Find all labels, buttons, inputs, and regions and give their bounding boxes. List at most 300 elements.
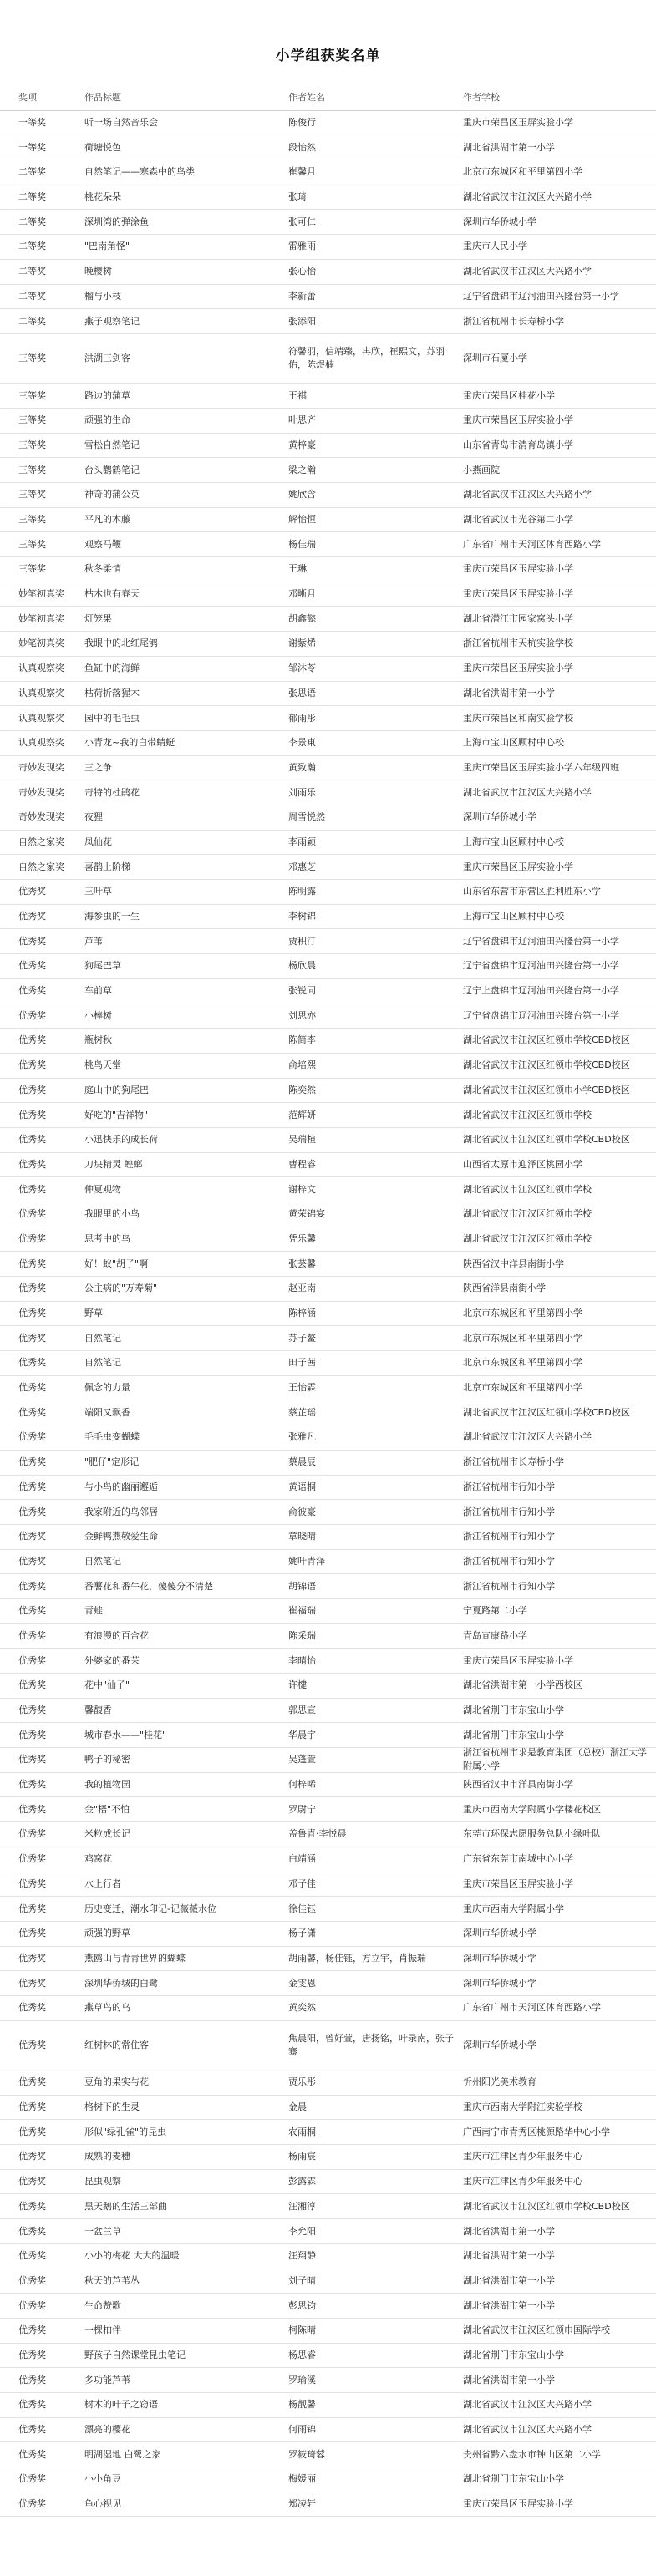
title-cell: 漂亮的樱花 <box>84 2424 130 2435</box>
title-cell: 毛毛虫变蝴蝶 <box>84 1431 140 1443</box>
award-cell: 优秀奖 <box>18 1357 46 1369</box>
author-cell: 贾乐彤 <box>288 2076 316 2088</box>
school-cell: 陕西省洋县南街小学 <box>463 1283 546 1294</box>
author-cell: 陈奕然 <box>288 1084 316 1095</box>
school-cell: 湖北省武汉市江汉区大兴路小学 <box>463 266 592 277</box>
title-cell: 狗尾巴草 <box>84 960 121 972</box>
award-cell: 三等奖 <box>18 353 46 364</box>
school-cell: 忻州阳光美术教育 <box>463 2076 536 2088</box>
award-cell: 优秀奖 <box>18 2498 46 2510</box>
title-cell: 野草 <box>84 1308 103 1319</box>
title-cell: 红树林的常住客 <box>84 2039 149 2050</box>
title-cell: 刀块精灵 蝗螂 <box>84 1158 143 1170</box>
title-cell: 自然笔记 <box>84 1357 121 1369</box>
title-cell: 成熟的麦穗 <box>84 2151 130 2162</box>
school-cell: 湖北省武汉市江汉区红领巾学校 <box>463 1208 592 1220</box>
award-cell: 三等奖 <box>18 538 46 550</box>
award-cell: 优秀奖 <box>18 1308 46 1319</box>
school-cell: 陕西省汉中洋县南街小学 <box>463 1258 564 1269</box>
award-table <box>0 86 656 2517</box>
table-row <box>0 1500 656 1525</box>
award-cell: 优秀奖 <box>18 935 46 947</box>
table-row <box>0 2294 656 2319</box>
author-cell: 邹沐苓 <box>288 663 316 674</box>
award-cell: 优秀奖 <box>18 1928 46 1939</box>
table-row <box>0 1525 656 1550</box>
table-row <box>0 582 656 607</box>
table-row <box>0 2070 656 2096</box>
table-row <box>0 756 656 781</box>
author-cell: 黄语桐 <box>288 1481 316 1492</box>
school-cell: 北京市东城区和平里第四小学 <box>463 1357 582 1369</box>
school-cell: 山西省太原市迎泽区桃园小学 <box>463 1158 582 1170</box>
author-cell: 段怡然 <box>288 141 316 153</box>
header-school: 作者学校 <box>463 92 500 104</box>
author-cell: 彭思钧 <box>288 2299 316 2311</box>
table-row <box>0 1773 656 1798</box>
title-cell: 水上行者 <box>84 1877 121 1889</box>
school-cell: 湖北省武汉市江汉区大兴路小学 <box>463 191 592 203</box>
award-cell: 一等奖 <box>18 117 46 129</box>
award-cell: 优秀奖 <box>18 1555 46 1567</box>
title-cell: 鸭子的秘密 <box>84 1754 130 1766</box>
award-cell: 优秀奖 <box>18 2039 46 2050</box>
author-cell: 王怡霖 <box>288 1382 316 1394</box>
award-cell: 自然之家奖 <box>18 836 64 847</box>
award-cell: 认真观察奖 <box>18 712 64 724</box>
table-row <box>0 706 656 731</box>
author-cell: 刘思亦 <box>288 1009 316 1021</box>
author-cell: 罗筱琦蓉 <box>288 2448 325 2460</box>
author-cell: 陈采瑞 <box>288 1629 316 1641</box>
table-row <box>0 1202 656 1227</box>
school-cell: 宁夏路第二小学 <box>463 1605 527 1617</box>
table-row <box>0 1103 656 1128</box>
school-cell: 辽宁省盘锦市辽河油田兴隆台第一小学 <box>463 290 619 302</box>
school-cell: 东莞市环保志愿服务总队小绿叶队 <box>463 1828 601 1840</box>
award-cell: 二等奖 <box>18 315 46 327</box>
school-cell: 湖北省武汉市江汉区大兴路小学 <box>463 786 592 798</box>
author-cell: 俞彼豪 <box>288 1506 316 1517</box>
school-cell: 湖北省洪湖市第一小学 <box>463 2374 555 2385</box>
table-row <box>0 1550 656 1575</box>
school-cell: 湖北省洪湖市第一小学 <box>463 2225 555 2237</box>
award-cell: 优秀奖 <box>18 1828 46 1840</box>
author-cell: 苏子鳌 <box>288 1332 316 1344</box>
award-cell: 优秀奖 <box>18 1183 46 1195</box>
header-award: 奖项 <box>18 92 37 104</box>
author-cell: 李新蕾 <box>288 290 316 302</box>
title-cell: 米粒成长记 <box>84 1828 130 1840</box>
title-cell: 公主病的"万寿菊" <box>84 1283 158 1294</box>
page-title: 小学组获奖名单 <box>275 48 381 64</box>
title-cell: 燕子观察笔记 <box>84 315 140 327</box>
award-cell: 三等奖 <box>18 389 46 401</box>
award-cell: 优秀奖 <box>18 1705 46 1716</box>
table-row <box>0 1649 656 1674</box>
school-cell: 重庆市荣昌区玉屏实验小学 <box>463 563 573 575</box>
title-cell: 枯荷折落猩木 <box>84 687 140 699</box>
award-cell: 优秀奖 <box>18 2399 46 2411</box>
award-cell: 优秀奖 <box>18 1481 46 1492</box>
table-row <box>0 2393 656 2418</box>
award-cell: 优秀奖 <box>18 1283 46 1294</box>
author-cell: 吴瑞楦 <box>288 1134 316 1146</box>
table-row <box>0 260 656 285</box>
award-cell: 优秀奖 <box>18 911 46 922</box>
title-cell: 我家附近的鸟邻居 <box>84 1506 158 1517</box>
author-cell: 黄致瀚 <box>288 761 316 773</box>
title-cell: 自然笔记 <box>84 1332 121 1344</box>
title-cell: 桃鸟天堂 <box>84 1059 121 1071</box>
table-row <box>0 434 656 459</box>
school-cell: 湖北省潜江市园家窝头小学 <box>463 612 573 624</box>
award-cell: 优秀奖 <box>18 1009 46 1021</box>
title-cell: 花中"仙子" <box>84 1679 130 1691</box>
author-cell: 张添阳 <box>288 315 316 327</box>
school-cell: 北京市东城区和平里第四小学 <box>463 1332 582 1344</box>
author-cell: 张可仁 <box>288 216 316 227</box>
author-cell: 刘雨乐 <box>288 786 316 798</box>
author-cell: 符馨羽，信靖臻，冉欣，崔熙文，苏羽佑，陈煜楠 <box>288 346 445 371</box>
award-cell: 优秀奖 <box>18 2374 46 2385</box>
title-cell: 庭山中的狗尾巴 <box>84 1084 149 1095</box>
award-cell: 一等奖 <box>18 141 46 153</box>
title-cell: 顽强的生命 <box>84 414 130 426</box>
school-cell: 上海市宝山区顾村中心校 <box>463 737 564 749</box>
school-cell: 湖北省武汉市江汉区红领巾学校CBD校区 <box>463 1059 630 1071</box>
author-cell: 杨雨宸 <box>288 2151 316 2162</box>
award-cell: 优秀奖 <box>18 2274 46 2286</box>
award-cell: 优秀奖 <box>18 1679 46 1691</box>
award-cell: 三等奖 <box>18 563 46 575</box>
title-cell: 秋天的芦苇丛 <box>84 2274 140 2286</box>
title-cell: 榴与小枝 <box>84 290 121 302</box>
author-cell: 李晴怡 <box>288 1654 316 1666</box>
table-row <box>0 2021 656 2070</box>
school-cell: 湖北省武汉市江汉区大兴路小学 <box>463 2424 592 2435</box>
school-cell: 湖北省荆门市东宝山小学 <box>463 2473 564 2485</box>
award-cell: 优秀奖 <box>18 1580 46 1592</box>
author-cell: 蔡芷瑶 <box>288 1406 316 1418</box>
school-cell: 湖北省武汉市江汉区红领巾学校 <box>463 1232 592 1244</box>
award-cell: 优秀奖 <box>18 1877 46 1889</box>
title-cell: 枯木也有春天 <box>84 588 140 600</box>
author-cell: 郑凌轩 <box>288 2498 316 2510</box>
table-row <box>0 1674 656 1699</box>
title-cell: 一棵柏伴 <box>84 2324 121 2336</box>
award-cell: 奇妙发现奖 <box>18 761 64 773</box>
author-cell: 邓子佳 <box>288 1877 316 1889</box>
award-cell: 优秀奖 <box>18 886 46 897</box>
award-cell: 优秀奖 <box>18 960 46 972</box>
title-cell: 小迅快乐的成长荷 <box>84 1134 158 1146</box>
table-row <box>0 1400 656 1425</box>
award-cell: 优秀奖 <box>18 1431 46 1443</box>
table-row <box>0 1748 656 1773</box>
title-cell: 平凡的木藤 <box>84 514 130 526</box>
table-row <box>0 1922 656 1947</box>
table-row <box>0 1723 656 1748</box>
author-cell: 崔馨月 <box>288 166 316 178</box>
author-cell: 郁雨彤 <box>288 712 316 724</box>
school-cell: 重庆市荣昌区玉屏实验小学 <box>463 588 573 600</box>
school-cell: 湖北省洪湖市第一小学 <box>463 2250 555 2262</box>
author-cell: 刘子晴 <box>288 2274 316 2286</box>
table-row <box>0 2269 656 2294</box>
school-cell: 深圳市石厦小学 <box>463 353 527 364</box>
table-row <box>0 1079 656 1104</box>
title-cell: 车前草 <box>84 985 112 997</box>
table-row <box>0 1054 656 1079</box>
award-cell: 妙笔初真奖 <box>18 612 64 624</box>
title-cell: 桃花朵朵 <box>84 191 121 203</box>
author-cell: 张芸馨 <box>288 1258 316 1269</box>
title-cell: 仲夏观物 <box>84 1183 121 1195</box>
table-row <box>0 1847 656 1872</box>
author-cell: 张心怡 <box>288 266 316 277</box>
table-row <box>0 1128 656 1153</box>
author-cell: 白靖涵 <box>288 1853 316 1865</box>
award-cell: 三等奖 <box>18 514 46 526</box>
award-cell: 优秀奖 <box>18 2324 46 2336</box>
title-cell: 路边的蒲草 <box>84 389 130 401</box>
author-cell: 黄荣锦宴 <box>288 1208 325 1220</box>
author-cell: 蔡晨辰 <box>288 1456 316 1468</box>
award-cell: 优秀奖 <box>18 2299 46 2311</box>
author-cell: 梁之瀚 <box>288 464 316 475</box>
title-cell: 一盆兰草 <box>84 2225 121 2237</box>
title-cell: 金鲜鸭燕敬爱生命 <box>84 1531 158 1542</box>
title-cell: 夜狸 <box>84 811 103 823</box>
title-cell: 外婆家的番茉 <box>84 1654 140 1666</box>
table-row <box>0 1996 656 2021</box>
title-cell: 鸡窝花 <box>84 1853 112 1865</box>
award-cell: 优秀奖 <box>18 2424 46 2435</box>
author-cell: 金雯恩 <box>288 1977 316 1989</box>
table-row <box>0 1029 656 1054</box>
school-cell: 重庆市荣昌区玉屏实验小学 <box>463 861 573 872</box>
table-row <box>0 409 656 434</box>
school-cell: 湖北省武汉市江汉区红领巾学校CBD校区 <box>463 1134 630 1146</box>
award-cell: 三等奖 <box>18 439 46 450</box>
author-cell: 何雨锦 <box>288 2424 316 2435</box>
school-cell: 山东省青岛市清育岛镇小学 <box>463 439 573 450</box>
table-row <box>0 384 656 409</box>
school-cell: 浙江省杭州市天杭实验学校 <box>463 638 573 649</box>
table-row <box>0 2170 656 2195</box>
school-cell: 深圳市华侨城小学 <box>463 216 536 227</box>
award-cell: 认真观察奖 <box>18 737 64 749</box>
award-cell: 二等奖 <box>18 166 46 178</box>
table-row <box>0 1252 656 1277</box>
author-cell: 吴蓬萱 <box>288 1754 316 1766</box>
table-row <box>0 2368 656 2393</box>
title-cell: "肥仔"定形记 <box>84 1456 140 1468</box>
school-cell: 湖北省武汉市江汉区红领巾小学CBD校区 <box>463 1084 630 1095</box>
title-cell: 思考中的鸟 <box>84 1232 130 1244</box>
author-cell: 田子茜 <box>288 1357 316 1369</box>
award-cell: 自然之家奖 <box>18 861 64 872</box>
author-cell: 范辉妍 <box>288 1109 316 1120</box>
title-cell: 树木的叶子之窃语 <box>84 2399 158 2411</box>
school-cell: 广东省广州市天河区体育西路小学 <box>463 2002 601 2014</box>
header-title: 作品标题 <box>84 92 121 104</box>
title-cell: 自然笔记 <box>84 1555 121 1567</box>
title-cell: 昆虫观察 <box>84 2176 121 2187</box>
author-cell: 崔福瑞 <box>288 1605 316 1617</box>
school-cell: 湖北省武汉市光谷第二小学 <box>463 514 573 526</box>
title-cell: 格树下的生灵 <box>84 2101 140 2113</box>
award-cell: 二等奖 <box>18 216 46 227</box>
author-cell: 杨佳瑞 <box>288 538 316 550</box>
award-cell: 优秀奖 <box>18 2101 46 2113</box>
award-cell: 优秀奖 <box>18 1059 46 1071</box>
table-row <box>0 1574 656 1599</box>
school-cell: 湖北省洪湖市第一小学 <box>463 141 555 153</box>
header-author: 作者姓名 <box>288 92 325 104</box>
award-cell: 优秀奖 <box>18 1109 46 1120</box>
author-cell: 汪湘淳 <box>288 2200 316 2212</box>
school-cell: 辽宁上盘锦市辽河油田兴隆台第一小学 <box>463 985 619 997</box>
title-cell: 明湖湿地 白鹭之家 <box>84 2448 161 2460</box>
author-cell: 许楗 <box>288 1679 307 1691</box>
award-cell: 奇妙发现奖 <box>18 811 64 823</box>
title-cell: 奇特的杜鹃花 <box>84 786 140 798</box>
title-cell: 小棒树 <box>84 1009 112 1021</box>
author-cell: 邓惠芝 <box>288 861 316 872</box>
title-cell: 洪湖三剑客 <box>84 353 130 364</box>
table-row <box>0 1376 656 1401</box>
school-cell: 湖北省洪湖市第一小学 <box>463 2299 555 2311</box>
table-row <box>0 483 656 508</box>
school-cell: 深圳市华侨城小学 <box>463 1952 536 1964</box>
author-cell: 张琦 <box>288 191 307 203</box>
table-row <box>0 309 656 334</box>
award-cell: 三等奖 <box>18 489 46 500</box>
table-row <box>0 185 656 211</box>
title-cell: 金"梧"不怕 <box>84 1803 130 1815</box>
title-cell: 燕鸥山与青青世界的蝴蝶 <box>84 1952 186 1964</box>
school-cell: 湖北省武汉市江汉区红领巾学校CBD校区 <box>463 1034 630 1046</box>
award-cell: 妙笔初真奖 <box>18 588 64 600</box>
table-row <box>0 2492 656 2518</box>
table-row <box>0 1425 656 1451</box>
school-cell: 辽宁省盘锦市辽河油田兴隆台第一小学 <box>463 960 619 972</box>
table-row <box>0 235 656 260</box>
table-row <box>0 508 656 533</box>
title-cell: 野孩子自然课堂昆虫笔记 <box>84 2349 186 2360</box>
table-row <box>0 855 656 880</box>
table-row <box>0 1897 656 1922</box>
author-cell: 农雨桐 <box>288 2126 316 2137</box>
title-cell: 好吃的"吉祥物" <box>84 1109 149 1120</box>
title-cell: 历史变迁，潮水印记-记薇薇水位 <box>84 1903 216 1914</box>
title-cell: 芦苇 <box>84 935 103 947</box>
author-cell: 黄梓豪 <box>288 439 316 450</box>
award-cell: 二等奖 <box>18 266 46 277</box>
title-cell: 观察马鞭 <box>84 538 121 550</box>
title-cell: 小小的梅花 大大的温暖 <box>84 2250 180 2262</box>
title-cell: 神奇的蒲公英 <box>84 489 140 500</box>
school-cell: 贵州省黔六盘水市钟山区第二小学 <box>463 2448 601 2460</box>
author-cell: 徐佳钰 <box>288 1903 316 1914</box>
table-row <box>0 632 656 657</box>
author-cell: 叶思齐 <box>288 414 316 426</box>
title-cell: 深圳湾的弹涂鱼 <box>84 216 149 227</box>
title-cell: 黑天鹅的生活三部曲 <box>84 2200 167 2212</box>
school-cell: 重庆市荣昌区玉屏实验小学 <box>463 117 573 129</box>
school-cell: 湖北省荆门市东宝山小学 <box>463 1729 564 1740</box>
title-cell: 佩念的力量 <box>84 1382 130 1394</box>
table-row <box>0 2145 656 2170</box>
award-cell: 优秀奖 <box>18 2448 46 2460</box>
title-cell: 有浪漫的百合花 <box>84 1629 149 1641</box>
table-row <box>0 805 656 831</box>
award-cell: 优秀奖 <box>18 1332 46 1344</box>
author-cell: 谢梓文 <box>288 1183 316 1195</box>
author-cell: 雷雅雨 <box>288 241 316 252</box>
author-cell: 焦晨阳，曾好萱，唐扬铭，叶录南，张子骞 <box>288 2032 454 2057</box>
school-cell: 重庆市荣昌区玉屏实验小学 <box>463 1877 573 1889</box>
school-cell: 浙江省杭州市行知小学 <box>463 1555 555 1567</box>
school-cell: 重庆市江津区青少年服务中心 <box>463 2151 582 2162</box>
author-cell: 梅媛丽 <box>288 2473 316 2485</box>
title-cell: 瓶树秋 <box>84 1034 112 1046</box>
author-cell: 黄奕然 <box>288 2002 316 2014</box>
award-cell: 优秀奖 <box>18 1605 46 1617</box>
title-cell: 好！蚁"胡子"啊 <box>84 1258 149 1269</box>
award-cell: 优秀奖 <box>18 1531 46 1542</box>
author-cell: 谢紫烯 <box>288 638 316 649</box>
award-cell: 认真观察奖 <box>18 663 64 674</box>
author-cell: 杨靓馨 <box>288 2399 316 2411</box>
school-cell: 广东省广州市天河区体育西路小学 <box>463 538 601 550</box>
school-cell: 湖北省武汉市江汉区红领巾国际学校 <box>463 2324 610 2336</box>
title-cell: 端阳又飘香 <box>84 1406 130 1418</box>
author-cell: 张雅凡 <box>288 1431 316 1443</box>
award-cell: 优秀奖 <box>18 985 46 997</box>
title-cell: 顽强的野草 <box>84 1928 130 1939</box>
award-cell: 优秀奖 <box>18 1232 46 1244</box>
title-cell: 城市春水——"桂花" <box>84 1729 167 1740</box>
author-cell: 何梓唏 <box>288 1779 316 1791</box>
school-cell: 浙江省杭州市长寿桥小学 <box>463 1456 564 1468</box>
author-cell: 王琳 <box>288 563 307 575</box>
award-cell: 优秀奖 <box>18 2002 46 2014</box>
title-cell: 鱼缸中的海鲜 <box>84 663 140 674</box>
award-cell: 二等奖 <box>18 191 46 203</box>
table-row <box>0 1624 656 1649</box>
author-cell: 杨子潇 <box>288 1928 316 1939</box>
table-row <box>0 458 656 483</box>
title-cell: 我眼中的北红尾鸲 <box>84 638 158 649</box>
table-row <box>0 1872 656 1898</box>
table-row <box>0 1797 656 1822</box>
award-cell: 优秀奖 <box>18 1456 46 1468</box>
table-row <box>0 1822 656 1847</box>
award-cell: 优秀奖 <box>18 1729 46 1740</box>
table-row <box>0 1277 656 1302</box>
author-cell: 张思语 <box>288 687 316 699</box>
author-cell: 李树锦 <box>288 911 316 922</box>
table-row <box>0 2194 656 2219</box>
award-cell: 优秀奖 <box>18 1853 46 1865</box>
table-row <box>0 607 656 632</box>
title-cell: 番薯花和番牛花，傻傻分不清楚 <box>84 1580 213 1592</box>
school-cell: 上海市宝山区顾村中心校 <box>463 911 564 922</box>
table-row <box>0 1153 656 1178</box>
